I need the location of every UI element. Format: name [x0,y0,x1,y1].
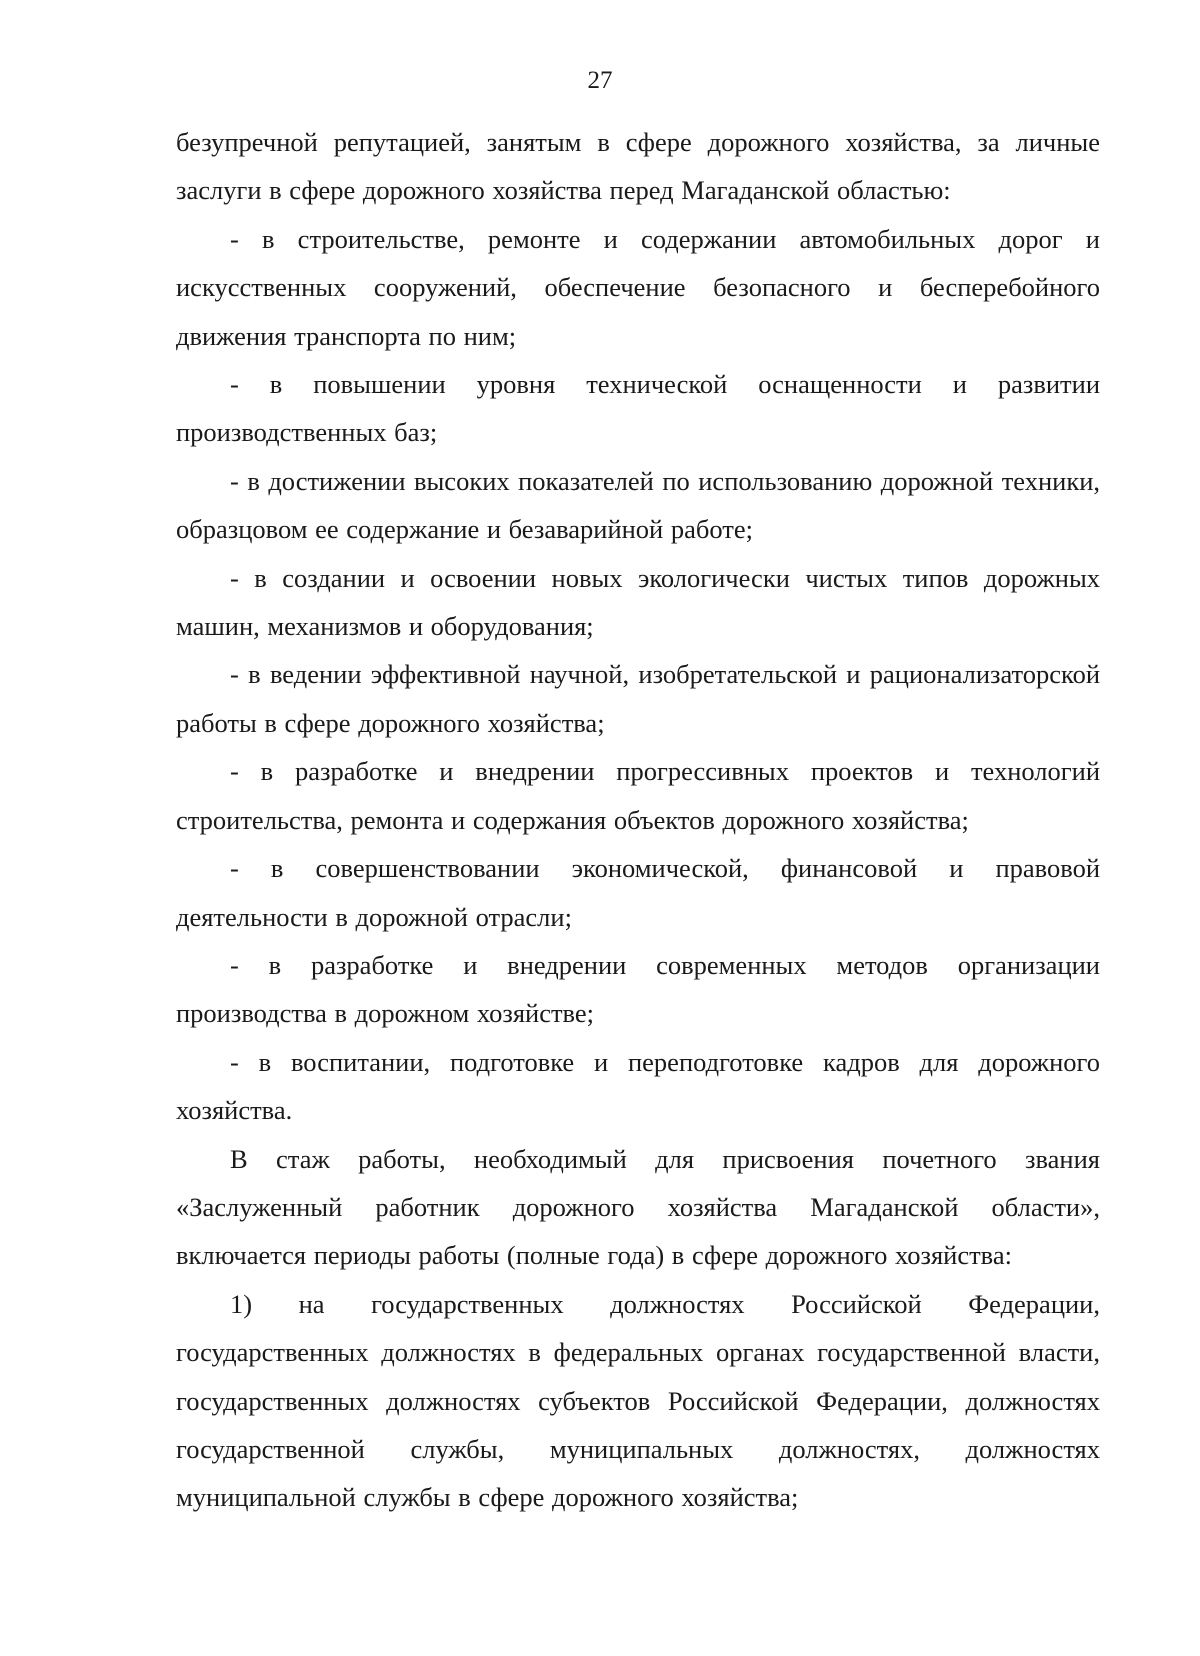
paragraph-item-1-state-positions: 1) на государственных должностях Российской Федерации, государственных должностях в федеральных органах государственной власти, государственных должностях субъектов Российской Федерации, должностях государственной службы, муниципальных должностях, должностях муниципальной службы в сфере дорожного хозяйства; [176,1288,1100,1513]
list-item-machinery-usage: - в достижении высоких показателей по использованию дорожной техники, образцовом ее содержание и безаварийной работе; [176,465,1100,545]
list-item-personnel-training: - в воспитании, подготовке и переподготовке кадров для дорожного хозяйства. [176,1046,1100,1126]
page-number: 27 [587,67,613,94]
list-item-progressive-projects: - в разработке и внедрении прогрессивных проектов и технологий строительства, ремонта и содержания объектов дорожного хозяйства; [176,756,1100,835]
paragraph-continuation: безупречной репутацией, занятым в сфере дорожного хозяйства, за личные заслуги в сфере дорожного хозяйства перед Магаданской областью: [176,127,1100,206]
list-item-eco-machines: - в создании и освоении новых экологически чистых типов дорожных машин, механизмов и оборудования; [176,562,1100,642]
list-item-economic-activity: - в совершенствовании экономической, финансовой и правовой деятельности в дорожной отрасли; [176,853,1100,932]
list-item-construction: - в строительстве, ремонте и содержании автомобильных дорог и искусственных сооружений, обеспечение безопасного и бесперебойного движения транспорта по ним; [176,223,1100,351]
list-item-modern-methods: - в разработке и внедрении современных методов организации производства в дорожном хозяйстве; [176,949,1100,1029]
list-item-scientific-work: - в ведении эффективной научной, изобретательской и рационализаторской работы в сфере дорожного хозяйства; [176,659,1100,738]
paragraph-service-length: В стаж работы, необходимый для присвоения почетного звания «Заслуженный работник дорожного хозяйства Магаданской области», включается периоды работы (полные года) в сфере дорожного хозяйства: [176,1143,1100,1271]
document-body [176,118,1100,1522]
list-item-technical-equipment: - в повышении уровня технической оснащенности и развитии производственных баз; [176,369,1100,448]
